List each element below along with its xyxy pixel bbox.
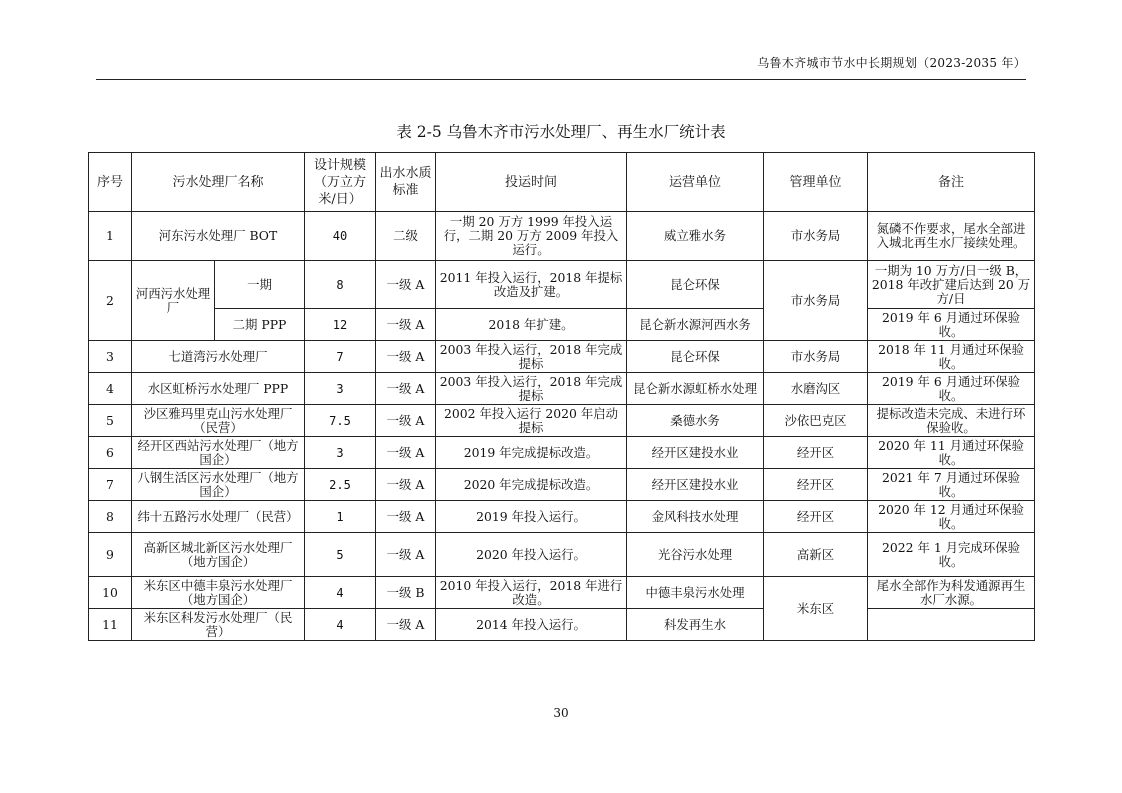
cell-commission: 2019 年投入运行。 (436, 501, 627, 533)
cell-name: 沙区雅玛里克山污水处理厂（民营） (132, 405, 305, 437)
cell-remark: 2018 年 11 月通过环保验收。 (868, 341, 1035, 373)
cell-operator: 光谷污水处理 (627, 533, 764, 577)
cell-remark: 2022 年 1 月完成环保验收。 (868, 533, 1035, 577)
cell-remark (868, 609, 1035, 641)
cell-seq: 9 (89, 533, 132, 577)
cell-standard: 一级 A (376, 261, 436, 309)
cell-commission: 2020 年完成提标改造。 (436, 469, 627, 501)
cell-remark: 提标改造未完成、未进行环保验收。 (868, 405, 1035, 437)
cell-scale: 5 (305, 533, 376, 577)
header-effluent-standard: 出水水质标准 (376, 153, 436, 212)
table-row (89, 261, 1035, 309)
table-row (89, 501, 1035, 533)
cell-seq: 10 (89, 577, 132, 609)
cell-commission: 2002 年投入运行 2020 年启动提标 (436, 405, 627, 437)
cell-seq: 2 (89, 261, 132, 341)
cell-manager: 经开区 (764, 501, 868, 533)
cell-remark: 尾水全部作为科发通源再生水厂水源。 (868, 577, 1035, 609)
cell-manager: 经开区 (764, 437, 868, 469)
cell-manager: 水磨沟区 (764, 373, 868, 405)
cell-name: 七道湾污水处理厂 (132, 341, 305, 373)
cell-scale: 12 (305, 309, 376, 341)
cell-phase: 二期 PPP (215, 309, 305, 341)
cell-commission: 2011 年投入运行，2018 年提标改造及扩建。 (436, 261, 627, 309)
header-plant-name: 污水处理厂名称 (132, 153, 305, 212)
cell-commission: 2010 年投入运行，2018 年进行改造。 (436, 577, 627, 609)
cell-commission: 2018 年扩建。 (436, 309, 627, 341)
cell-commission: 2003 年投入运行，2018 年完成提标 (436, 373, 627, 405)
cell-name: 高新区城北新区污水处理厂（地方国企） (132, 533, 305, 577)
table-row (89, 577, 1035, 609)
cell-name: 米东区科发污水处理厂（民营） (132, 609, 305, 641)
cell-name: 河西污水处理厂 (132, 261, 215, 341)
header-rule (96, 79, 1026, 80)
cell-commission: 2019 年完成提标改造。 (436, 437, 627, 469)
page-number: 30 (553, 706, 569, 720)
cell-scale: 8 (305, 261, 376, 309)
cell-operator: 威立雅水务 (627, 212, 764, 261)
table-row (89, 212, 1035, 261)
cell-scale: 7.5 (305, 405, 376, 437)
table-row (89, 341, 1035, 373)
cell-phase: 一期 (215, 261, 305, 309)
cell-operator: 桑德水务 (627, 405, 764, 437)
cell-seq: 1 (89, 212, 132, 261)
cell-standard: 一级 A (376, 533, 436, 577)
cell-standard: 一级 A (376, 405, 436, 437)
cell-standard: 一级 A (376, 341, 436, 373)
cell-scale: 3 (305, 437, 376, 469)
cell-scale: 4 (305, 577, 376, 609)
running-header: 乌鲁木齐城市节水中长期规划（2023-2035 年） (757, 56, 1026, 70)
cell-commission: 2014 年投入运行。 (436, 609, 627, 641)
cell-operator: 昆仑环保 (627, 261, 764, 309)
cell-remark: 2019 年 6 月通过环保验收。 (868, 309, 1035, 341)
cell-standard: 一级 A (376, 501, 436, 533)
header-seq: 序号 (89, 153, 132, 212)
table-header-row (89, 153, 1035, 212)
cell-scale: 2.5 (305, 469, 376, 501)
plant-statistics-table (88, 152, 1035, 641)
cell-seq: 5 (89, 405, 132, 437)
cell-standard: 一级 A (376, 469, 436, 501)
cell-manager: 米东区 (764, 577, 868, 641)
table-row (89, 533, 1035, 577)
table-row (89, 309, 1035, 341)
cell-scale: 40 (305, 212, 376, 261)
table-row (89, 609, 1035, 641)
cell-operator: 金风科技水处理 (627, 501, 764, 533)
cell-scale: 3 (305, 373, 376, 405)
cell-seq: 11 (89, 609, 132, 641)
cell-manager: 高新区 (764, 533, 868, 577)
cell-remark: 一期为 10 万方/日一级 B，2018 年改扩建后达到 20 万方/日 (868, 261, 1035, 309)
table-row (89, 405, 1035, 437)
table-row (89, 373, 1035, 405)
cell-remark: 2021 年 7 月通过环保验收。 (868, 469, 1035, 501)
cell-manager: 市水务局 (764, 212, 868, 261)
cell-remark: 2020 年 11 月通过环保验收。 (868, 437, 1035, 469)
cell-commission: 2003 年投入运行，2018 年完成提标 (436, 341, 627, 373)
cell-commission: 2020 年投入运行。 (436, 533, 627, 577)
cell-operator: 中德丰泉污水处理 (627, 577, 764, 609)
cell-remark: 2019 年 6 月通过环保验收。 (868, 373, 1035, 405)
cell-commission: 一期 20 万方 1999 年投入运行，二期 20 万方 2009 年投入运行。 (436, 212, 627, 261)
cell-operator: 科发再生水 (627, 609, 764, 641)
cell-seq: 8 (89, 501, 132, 533)
header-commission-time: 投运时间 (436, 153, 627, 212)
cell-remark: 2020 年 12 月通过环保验收。 (868, 501, 1035, 533)
cell-standard: 二级 (376, 212, 436, 261)
header-manager: 管理单位 (764, 153, 868, 212)
table-row (89, 437, 1035, 469)
header-remark: 备注 (868, 153, 1035, 212)
cell-scale: 1 (305, 501, 376, 533)
cell-standard: 一级 A (376, 373, 436, 405)
cell-name: 河东污水处理厂 BOT (132, 212, 305, 261)
cell-seq: 3 (89, 341, 132, 373)
cell-operator: 经开区建投水业 (627, 469, 764, 501)
cell-seq: 6 (89, 437, 132, 469)
table-row (89, 469, 1035, 501)
header-operator: 运营单位 (627, 153, 764, 212)
cell-manager: 市水务局 (764, 261, 868, 341)
table-caption: 表 2-5 乌鲁木齐市污水处理厂、再生水厂统计表 (396, 123, 726, 141)
header-design-scale: 设计规模（万立方米/日） (305, 153, 376, 212)
cell-operator: 昆仑环保 (627, 341, 764, 373)
cell-standard: 一级 A (376, 609, 436, 641)
cell-manager: 经开区 (764, 469, 868, 501)
cell-seq: 7 (89, 469, 132, 501)
cell-standard: 一级 A (376, 309, 436, 341)
cell-seq: 4 (89, 373, 132, 405)
cell-manager: 沙依巴克区 (764, 405, 868, 437)
cell-name: 纬十五路污水处理厂（民营） (132, 501, 305, 533)
cell-standard: 一级 B (376, 577, 436, 609)
cell-operator: 经开区建投水业 (627, 437, 764, 469)
cell-name: 经开区西站污水处理厂（地方国企） (132, 437, 305, 469)
cell-remark: 氮磷不作要求，尾水全部进入城北再生水厂接续处理。 (868, 212, 1035, 261)
cell-name: 八钢生活区污水处理厂（地方国企） (132, 469, 305, 501)
cell-name: 米东区中德丰泉污水处理厂（地方国企） (132, 577, 305, 609)
cell-manager: 市水务局 (764, 341, 868, 373)
cell-name: 水区虹桥污水处理厂 PPP (132, 373, 305, 405)
cell-scale: 7 (305, 341, 376, 373)
cell-operator: 昆仑新水源虹桥水处理 (627, 373, 764, 405)
cell-operator: 昆仑新水源河西水务 (627, 309, 764, 341)
cell-scale: 4 (305, 609, 376, 641)
cell-standard: 一级 A (376, 437, 436, 469)
